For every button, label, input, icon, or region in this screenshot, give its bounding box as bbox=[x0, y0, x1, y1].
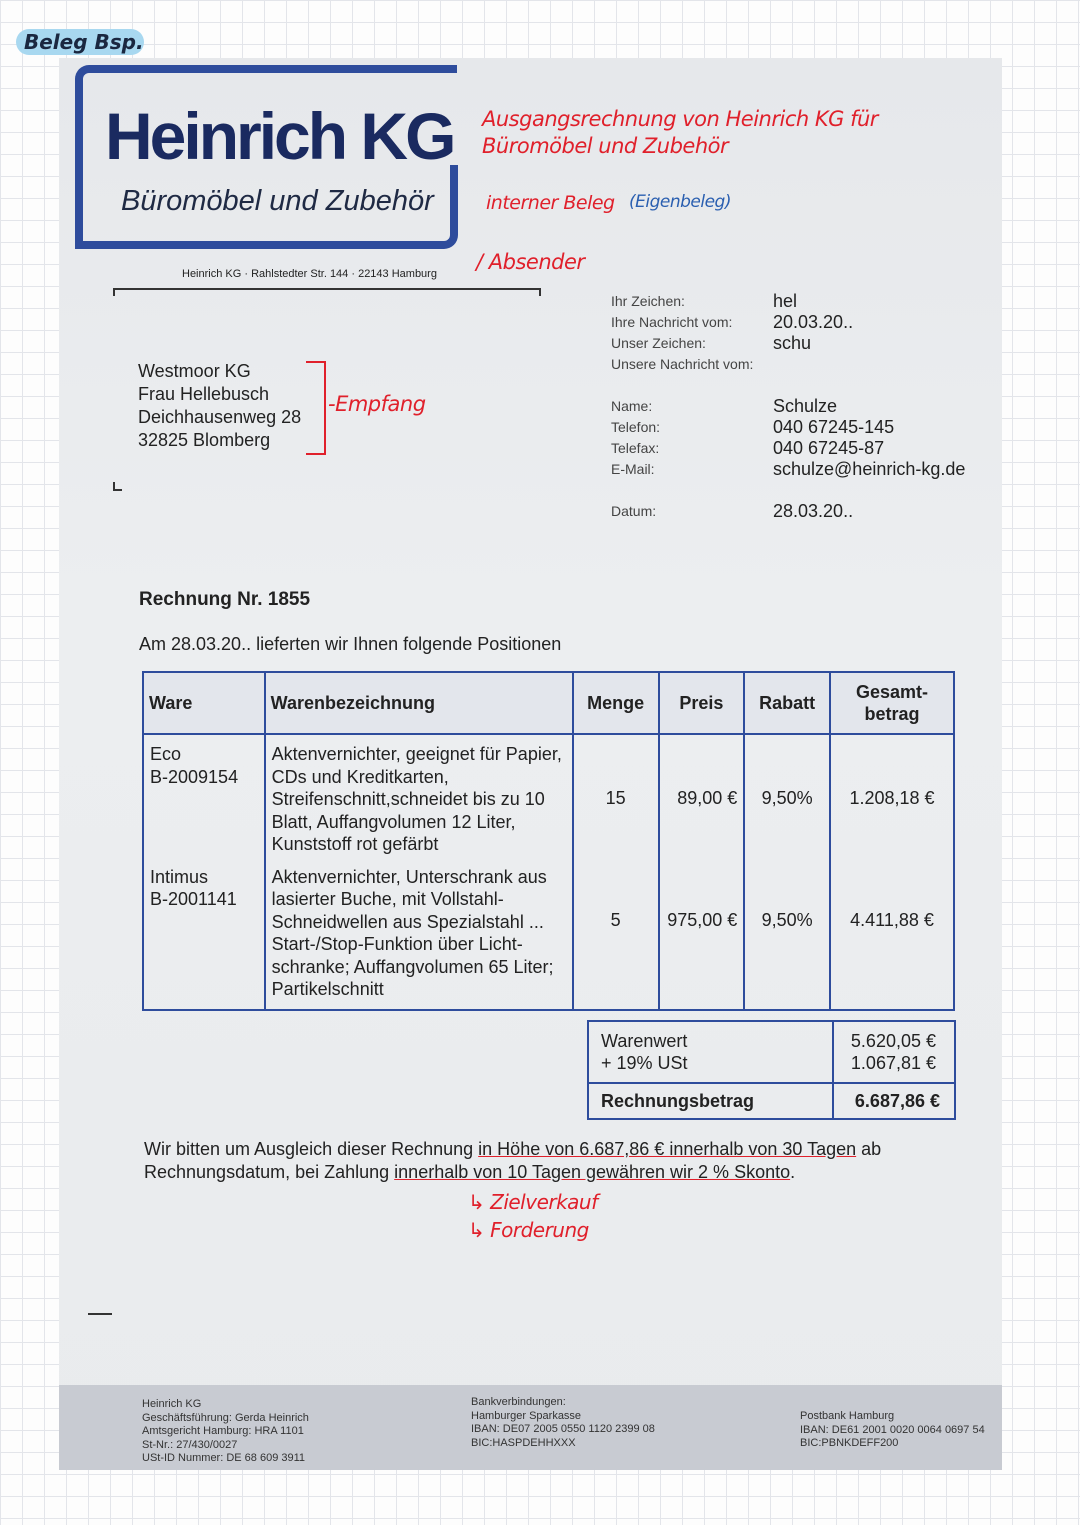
info-label: Unser Zeichen: bbox=[611, 335, 706, 351]
cell-desc: Aktenvernichter, Unterschrank aus lasierter Buche, mit Vollstahl-Schneidwellen aus Spezialstahl ... Start-/Stop-Funktion über Licht-schranke; Auffangvolumen 65 Liter; Partikelschnitt bbox=[265, 864, 573, 1010]
footer-line: IBAN: DE07 2005 0550 1120 2399 08 bbox=[471, 1423, 655, 1435]
table-header-row bbox=[143, 672, 954, 734]
cell-price: 89,00 € bbox=[659, 734, 745, 864]
payment-text: Rechnungsdatum, bei Zahlung bbox=[144, 1162, 395, 1182]
info-value: hel bbox=[773, 291, 798, 311]
info-label: E-Mail: bbox=[611, 461, 655, 477]
recipient-line: Westmoor KG bbox=[138, 361, 251, 381]
cell-qty: 5 bbox=[573, 864, 659, 1010]
annotation-zielverkauf: ↳ Zielverkauf bbox=[468, 1190, 598, 1214]
annotation-title: Ausgangsrechnung von Heinrich KG für bbox=[482, 107, 878, 131]
cell-ware bbox=[143, 864, 265, 1010]
footer-line: Amtsgericht Hamburg: HRA 1101 bbox=[142, 1425, 304, 1437]
totals-row bbox=[588, 1021, 955, 1083]
invoice-table bbox=[142, 671, 955, 1011]
info-value: Schulze bbox=[773, 396, 838, 416]
info-block bbox=[611, 291, 993, 522]
payment-text: ab bbox=[856, 1139, 882, 1159]
totals-sum-row bbox=[588, 1083, 955, 1119]
fold-mark bbox=[88, 1313, 112, 1315]
cell-ware bbox=[143, 734, 265, 864]
sum-label: Rechnungsbetrag bbox=[588, 1083, 833, 1119]
recipient-line: 32825 Blomberg bbox=[138, 430, 271, 450]
col-header: Ware bbox=[143, 672, 265, 734]
payment-text: Wir bitten um Ausgleich dieser Rechnung bbox=[144, 1139, 479, 1159]
ware-number: B-2009154 bbox=[150, 766, 239, 787]
payment-highlight: innerhalb von 10 Tagen gewähren wir 2 % Skonto bbox=[394, 1162, 791, 1182]
payment-highlight: in Höhe von 6.687,86 € innerhalb von 30 Tagen bbox=[478, 1139, 857, 1159]
annotation-recipient-text: Empfang bbox=[335, 392, 426, 416]
totals-table bbox=[587, 1020, 956, 1120]
company-tagline: Büromöbel und Zubehör bbox=[121, 185, 434, 217]
address-window-mark bbox=[113, 288, 541, 296]
table-row bbox=[143, 864, 954, 1010]
col-header: Menge bbox=[573, 672, 659, 734]
cell-price: 975,00 € bbox=[659, 864, 745, 1010]
payment-terms bbox=[144, 1138, 944, 1184]
note-tag: Beleg Bsp. bbox=[16, 29, 144, 55]
footer-line: BIC:PBNKDEFF200 bbox=[800, 1437, 899, 1449]
ware-number: B-2001141 bbox=[150, 889, 237, 909]
info-label: Telefax: bbox=[611, 440, 660, 456]
info-label: Ihr Zeichen: bbox=[611, 293, 685, 309]
footer-line: Bankverbindungen: bbox=[471, 1396, 566, 1408]
sender-line: Heinrich KG · Rahlstedter Str. 144 · 22143 Hamburg bbox=[182, 268, 437, 280]
recipient-line: Frau Hellebusch bbox=[138, 384, 270, 404]
cell-total: 4.411,88 € bbox=[830, 864, 954, 1010]
info-value: 040 67245-145 bbox=[773, 417, 895, 437]
cell-total: 1.208,18 € bbox=[830, 734, 954, 864]
footer-line: IBAN: DE61 2001 0020 0064 0697 54 bbox=[800, 1423, 985, 1436]
info-value: 040 67245-87 bbox=[773, 438, 885, 458]
company-logo: Heinrich KG bbox=[105, 99, 454, 173]
footer-line: Postbank Hamburg bbox=[800, 1410, 895, 1422]
totals-labels bbox=[588, 1021, 833, 1083]
annotation-title: Büromöbel und Zubehör bbox=[482, 134, 729, 158]
col-header: Gesamt-betrag bbox=[830, 672, 954, 734]
info-label: Ihre Nachricht vom: bbox=[611, 314, 733, 330]
footer-bank bbox=[471, 1396, 655, 1450]
sum-value: 6.687,86 € bbox=[833, 1083, 955, 1119]
info-value bbox=[773, 354, 993, 375]
col-header: Warenbezeichnung bbox=[265, 672, 573, 734]
footer-company bbox=[142, 1398, 309, 1466]
info-value: 20.03.20.. bbox=[773, 312, 854, 332]
annotation-sender: / Absender bbox=[476, 250, 585, 274]
annotation-internal: interner Beleg bbox=[486, 192, 615, 214]
net-label: Warenwert bbox=[601, 1031, 688, 1051]
cell-discount: 9,50% bbox=[744, 864, 830, 1010]
recipient-address bbox=[138, 360, 301, 452]
footer-line: Heinrich KG bbox=[142, 1398, 202, 1410]
cell-desc: Aktenvernichter, geeignet für Papier, CDs und Kreditkarten, Streifenschnitt,schneidet bis zu 10 Blatt, Auffangvolumen 12 Liter, Kunststoff rot gefärbt bbox=[265, 734, 573, 864]
footer-line: Hamburger Sparkasse bbox=[471, 1409, 582, 1422]
cell-qty: 15 bbox=[573, 734, 659, 864]
annotation-recipient: -Empfang bbox=[328, 392, 426, 416]
annotation-forderung: ↳ Forderung bbox=[468, 1218, 589, 1242]
address-window-mark bbox=[113, 482, 122, 491]
vat-value: 1.067,81 € bbox=[850, 1053, 936, 1073]
annotation-eigenbeleg: (Eigenbeleg) bbox=[629, 192, 731, 212]
info-label: Datum: bbox=[611, 503, 657, 519]
ware-name: Eco bbox=[150, 744, 182, 764]
footer-line: BIC:HASPDEHHXXX bbox=[471, 1436, 576, 1449]
footer-line: Geschäftsführung: Gerda Heinrich bbox=[142, 1411, 309, 1424]
totals-values bbox=[833, 1021, 955, 1083]
info-value: 28.03.20.. bbox=[773, 501, 854, 521]
footer-postbank bbox=[800, 1410, 985, 1451]
invoice-title: Rechnung Nr. 1855 bbox=[139, 589, 311, 610]
vat-label: + 19% USt bbox=[601, 1053, 688, 1073]
footer-line: St-Nr.: 27/430/0027 bbox=[142, 1438, 238, 1451]
info-value: schulze@heinrich-kg.de bbox=[773, 459, 966, 479]
table-row bbox=[143, 734, 954, 864]
footer-line: USt-ID Nummer: DE 68 609 3911 bbox=[142, 1452, 306, 1464]
payment-text: . bbox=[790, 1162, 796, 1182]
annotation-sender-text: Absender bbox=[488, 250, 585, 274]
info-value: schu bbox=[773, 333, 812, 353]
cell-discount: 9,50% bbox=[744, 734, 830, 864]
col-header: Preis bbox=[659, 672, 745, 734]
invoice-intro: Am 28.03.20.. lieferten wir Ihnen folgende Positionen bbox=[139, 634, 562, 654]
info-label: Name: bbox=[611, 398, 653, 414]
col-header: Rabatt bbox=[744, 672, 830, 734]
info-label: Unsere Nachricht vom: bbox=[611, 356, 754, 372]
info-label: Telefon: bbox=[611, 419, 661, 435]
annotation-bracket bbox=[306, 361, 326, 455]
ware-name: Intimus bbox=[150, 866, 209, 887]
recipient-line: Deichhausenweg 28 bbox=[138, 407, 302, 427]
net-value: 5.620,05 € bbox=[850, 1031, 936, 1051]
